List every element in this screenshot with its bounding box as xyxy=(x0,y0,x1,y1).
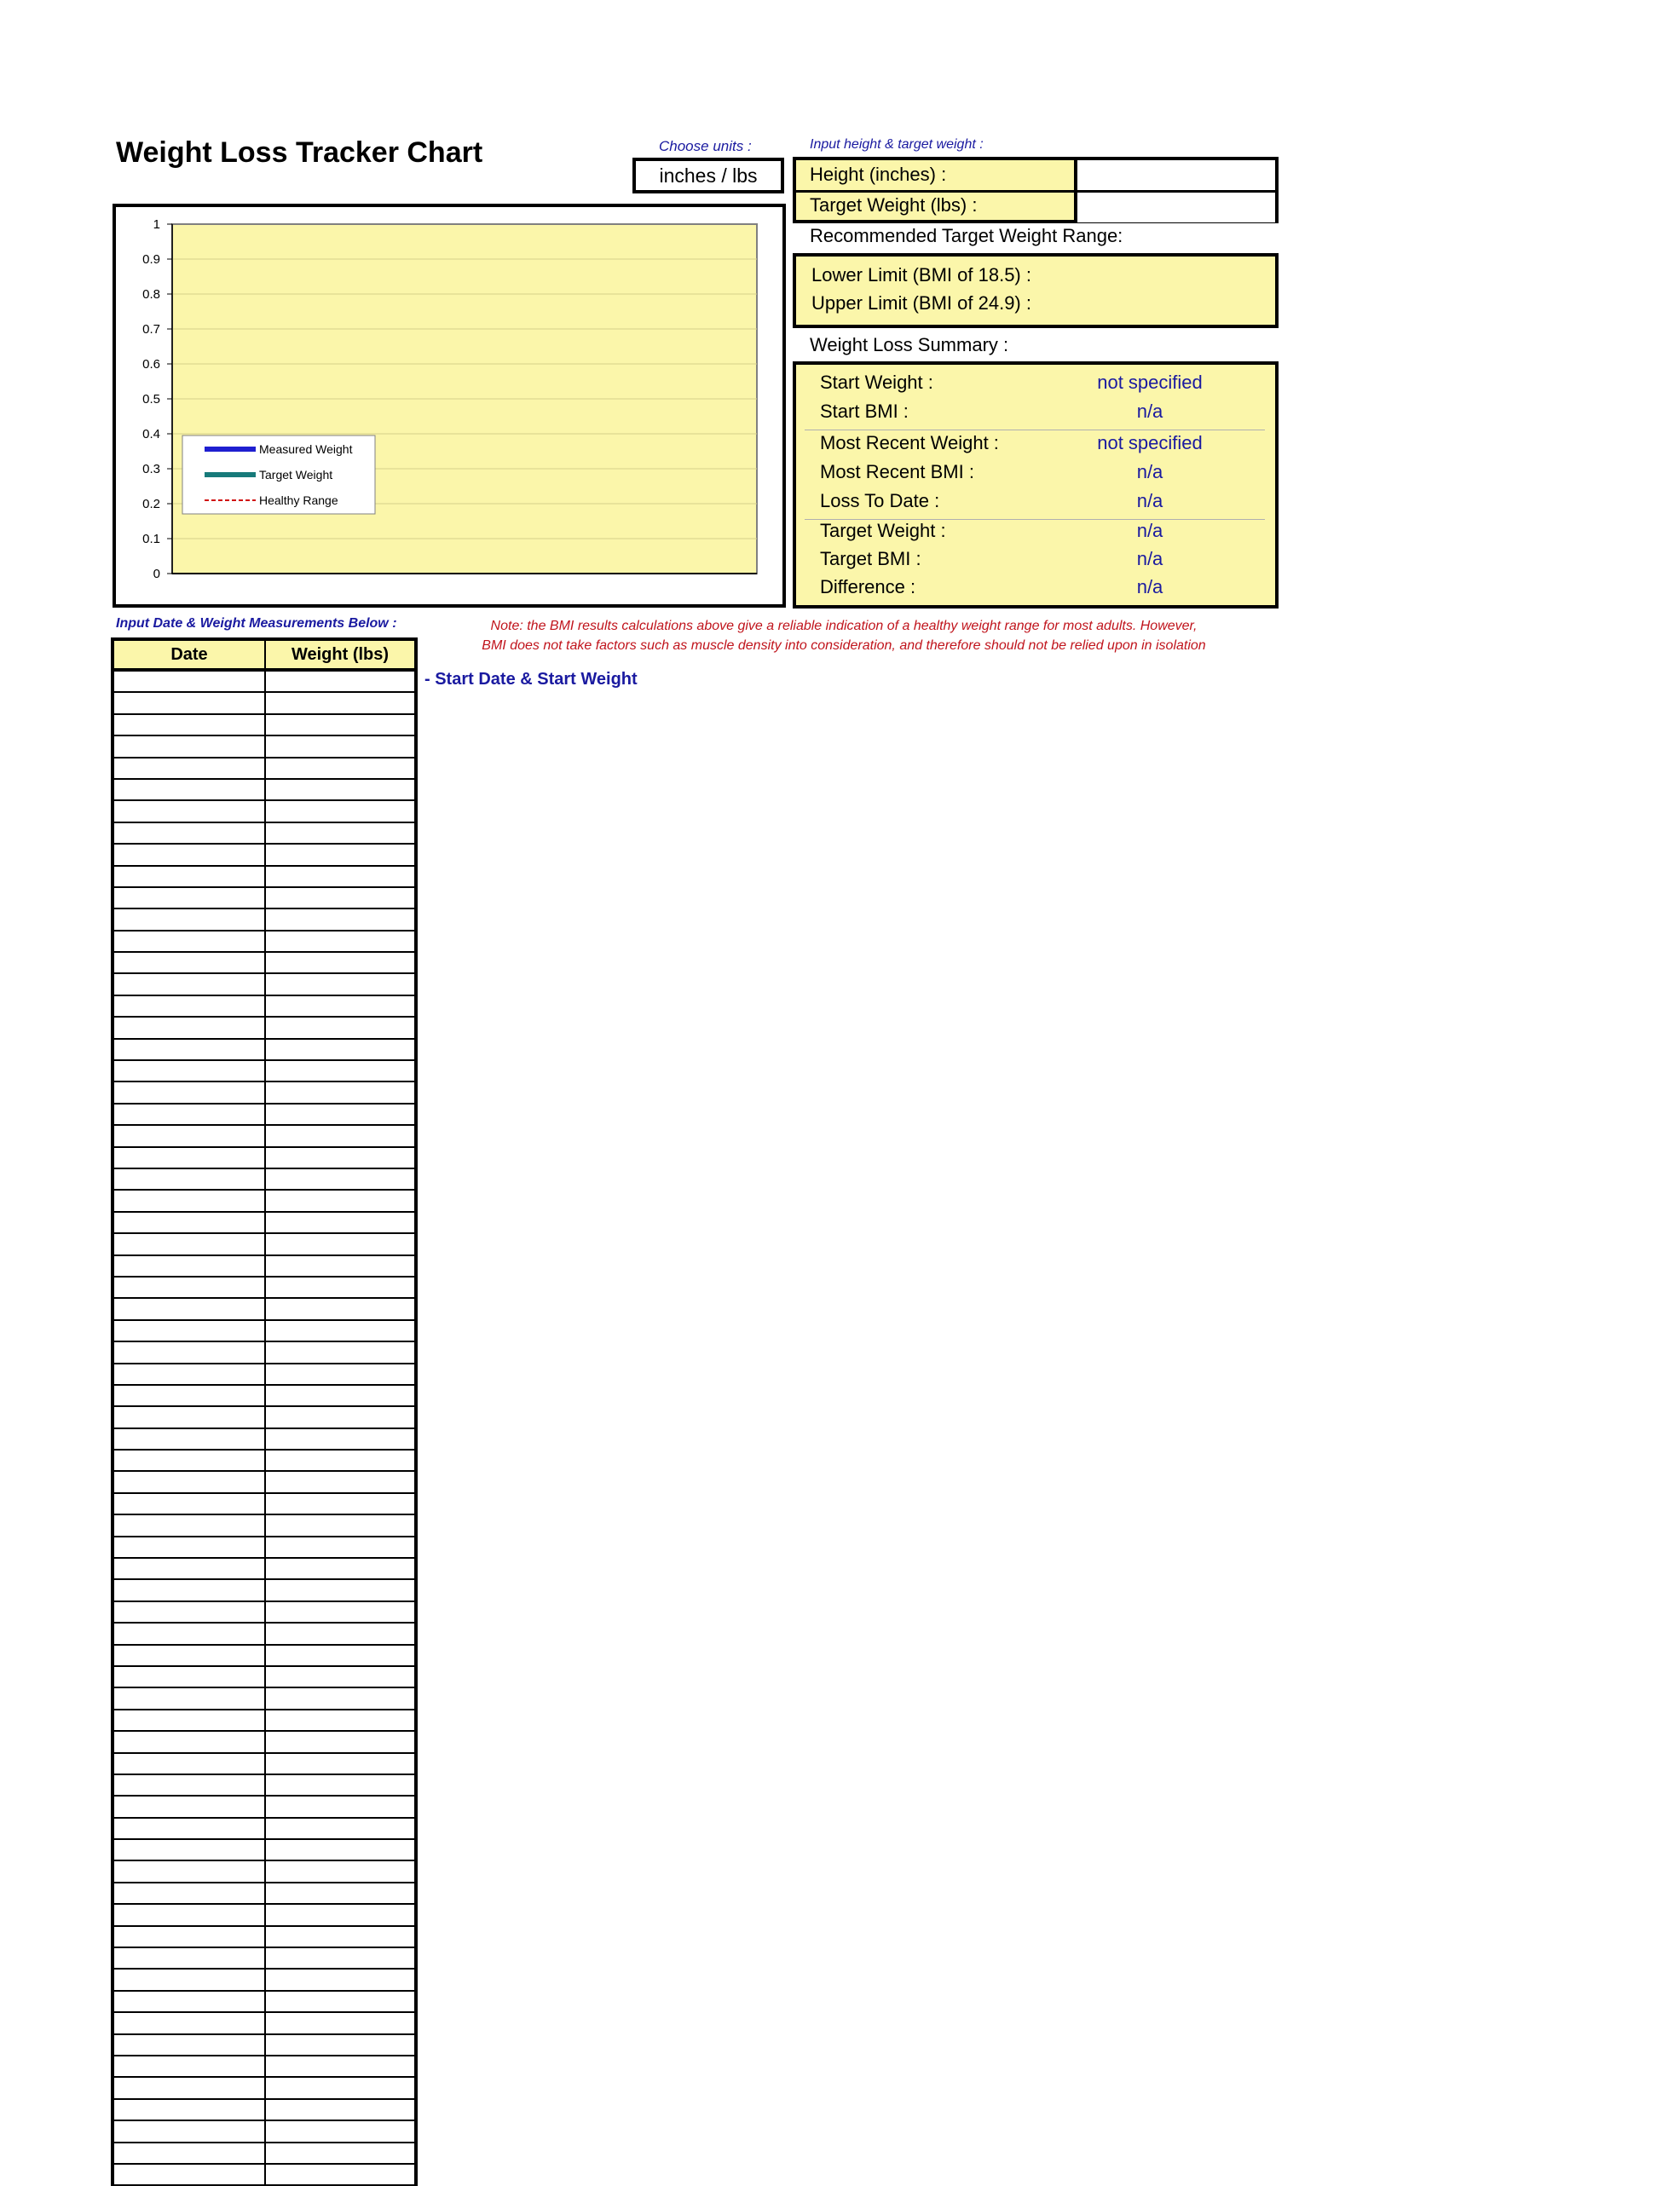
table-row xyxy=(114,1082,414,1104)
height-label: Height (inches) : xyxy=(796,160,1077,190)
weight-cell[interactable] xyxy=(266,1082,414,1102)
table-row xyxy=(114,1992,414,2013)
date-cell[interactable] xyxy=(114,1515,266,1535)
summary-value: not specified xyxy=(1097,432,1203,453)
table-row xyxy=(114,845,414,866)
table-row xyxy=(114,801,414,822)
weight-cell[interactable] xyxy=(266,1169,414,1189)
table-row xyxy=(114,1494,414,1515)
table-row xyxy=(114,1646,414,1667)
date-cell[interactable] xyxy=(114,1559,266,1578)
weight-cell[interactable] xyxy=(266,1191,414,1210)
table-row xyxy=(114,1061,414,1082)
table-row xyxy=(114,2013,414,2034)
weight-cell[interactable] xyxy=(266,1775,414,1795)
table-row xyxy=(114,2100,414,2121)
weight-cell[interactable] xyxy=(266,1861,414,1881)
weight-cell[interactable] xyxy=(266,1321,414,1341)
summary-value: n/a xyxy=(1136,490,1163,511)
y-tick-label: 0 xyxy=(153,567,160,581)
weight-cell[interactable] xyxy=(266,2121,414,2141)
table-row xyxy=(114,1688,414,1710)
date-cell[interactable] xyxy=(114,974,266,994)
table-row xyxy=(114,1451,414,1472)
date-cell[interactable] xyxy=(114,1775,266,1795)
weight-cell[interactable] xyxy=(266,1472,414,1491)
table-row xyxy=(114,672,414,693)
weight-cell[interactable] xyxy=(266,1688,414,1708)
weight-cell[interactable] xyxy=(266,1105,414,1124)
date-cell[interactable] xyxy=(114,888,266,908)
table-row xyxy=(114,1472,414,1493)
date-cell[interactable] xyxy=(114,2121,266,2141)
weight-cell[interactable] xyxy=(266,1407,414,1427)
date-cell[interactable] xyxy=(114,1234,266,1254)
log-rows xyxy=(111,672,418,2186)
date-cell[interactable] xyxy=(114,1905,266,1924)
summary-value: n/a xyxy=(1136,520,1163,541)
upper-limit-label: Upper Limit (BMI of 24.9) : xyxy=(811,292,1031,314)
table-row xyxy=(114,1364,414,1386)
weight-cell[interactable] xyxy=(266,1278,414,1297)
weight-cell[interactable] xyxy=(266,1883,414,1903)
date-cell[interactable] xyxy=(114,2078,266,2097)
summary-row-target-bmi xyxy=(796,548,1275,577)
y-tick-label: 0.5 xyxy=(142,392,160,407)
summary-row-loss-to-date xyxy=(796,490,1275,519)
range-heading: Recommended Target Weight Range: xyxy=(810,225,1123,246)
weight-cell[interactable] xyxy=(266,1494,414,1514)
date-cell[interactable] xyxy=(114,1082,266,1102)
legend-label: Target Weight xyxy=(259,468,333,482)
date-cell[interactable] xyxy=(114,715,266,735)
weight-cell[interactable] xyxy=(266,1948,414,1968)
weight-cell[interactable] xyxy=(266,1256,414,1276)
date-cell[interactable] xyxy=(114,736,266,756)
table-row xyxy=(114,953,414,974)
table-row xyxy=(114,1905,414,1926)
table-row xyxy=(114,1559,414,1580)
date-cell[interactable] xyxy=(114,2143,266,2163)
date-cell[interactable] xyxy=(114,909,266,929)
chart-svg xyxy=(116,207,782,604)
table-row xyxy=(114,1278,414,1299)
units-hint: Choose units : xyxy=(659,138,752,154)
date-cell[interactable] xyxy=(114,1407,266,1427)
date-cell[interactable] xyxy=(114,1602,266,1622)
date-cell[interactable] xyxy=(114,1861,266,1881)
weight-cell[interactable] xyxy=(266,1905,414,1924)
table-row xyxy=(114,1256,414,1278)
bmi-note-line-1: Note: the BMI results calculations above give a reliable indication of a healthy weight range for most adults. However, xyxy=(490,619,1198,633)
date-cell[interactable] xyxy=(114,2013,266,2033)
weight-cell[interactable] xyxy=(266,1819,414,1838)
y-tick-label: 0.1 xyxy=(142,532,160,546)
date-cell[interactable] xyxy=(114,801,266,821)
date-cell[interactable] xyxy=(114,1754,266,1774)
summary-row-recent-bmi xyxy=(796,461,1275,490)
table-row xyxy=(114,1234,414,1255)
summary-label: Target BMI : xyxy=(820,548,921,569)
y-tick-label: 0.7 xyxy=(142,322,160,337)
table-row xyxy=(114,1580,414,1601)
summary-value: n/a xyxy=(1136,461,1163,482)
table-row xyxy=(114,1732,414,1753)
weight-cell[interactable] xyxy=(266,1646,414,1665)
table-row xyxy=(114,1429,414,1451)
table-row xyxy=(114,1386,414,1407)
date-cell[interactable] xyxy=(114,2035,266,2055)
table-row xyxy=(114,1927,414,1948)
table-row xyxy=(114,996,414,1018)
weight-cell[interactable] xyxy=(266,2078,414,2097)
weight-cell[interactable] xyxy=(266,1602,414,1622)
table-row xyxy=(114,1018,414,1039)
summary-label: Most Recent BMI : xyxy=(820,461,974,482)
table-row xyxy=(114,1948,414,1970)
weight-cell[interactable] xyxy=(266,1386,414,1405)
date-cell[interactable] xyxy=(114,1797,266,1816)
table-row xyxy=(114,693,414,714)
table-row xyxy=(114,1710,414,1732)
date-cell[interactable] xyxy=(114,758,266,778)
weight-cell[interactable] xyxy=(266,715,414,735)
table-row xyxy=(114,1213,414,1234)
date-cell[interactable] xyxy=(114,996,266,1016)
weight-cell[interactable] xyxy=(266,823,414,843)
weight-cell[interactable] xyxy=(266,1040,414,1059)
weight-cell[interactable] xyxy=(266,672,414,691)
table-row xyxy=(114,1775,414,1797)
date-cell[interactable] xyxy=(114,2056,266,2076)
table-row xyxy=(114,1105,414,1126)
weight-cell[interactable] xyxy=(266,1342,414,1362)
date-cell[interactable] xyxy=(114,953,266,972)
date-cell[interactable] xyxy=(114,1667,266,1687)
date-cell[interactable] xyxy=(114,1126,266,1145)
table-row xyxy=(114,1624,414,1645)
table-row xyxy=(114,1040,414,1061)
weight-cell[interactable] xyxy=(266,1992,414,2011)
summary-label: Loss To Date : xyxy=(820,490,940,511)
table-row xyxy=(114,1840,414,1861)
log-hint: Input Date & Weight Measurements Below : xyxy=(116,616,397,631)
date-cell[interactable] xyxy=(114,1580,266,1600)
date-cell[interactable] xyxy=(114,1732,266,1751)
table-row xyxy=(114,715,414,736)
target-weight-input[interactable] xyxy=(1077,193,1275,222)
table-row xyxy=(114,1515,414,1537)
table-row xyxy=(114,2143,414,2165)
date-cell[interactable] xyxy=(114,1364,266,1384)
summary-value: not specified xyxy=(1097,372,1203,393)
date-cell[interactable] xyxy=(114,1040,266,1059)
weight-cell[interactable] xyxy=(266,1061,414,1081)
weight-cell[interactable] xyxy=(266,1797,414,1816)
table-row xyxy=(114,780,414,801)
date-cell[interactable] xyxy=(114,1018,266,1037)
target-weight-row xyxy=(796,190,1275,220)
date-cell[interactable] xyxy=(114,1299,266,1318)
table-row xyxy=(114,1321,414,1342)
weight-cell[interactable] xyxy=(266,801,414,821)
weight-cell[interactable] xyxy=(266,1840,414,1860)
weight-cell[interactable] xyxy=(266,780,414,799)
date-cell[interactable] xyxy=(114,2100,266,2120)
summary-label: Difference : xyxy=(820,576,916,597)
date-cell[interactable] xyxy=(114,1883,266,1903)
table-row xyxy=(114,736,414,758)
y-tick-label: 0.6 xyxy=(142,357,160,372)
table-row xyxy=(114,1970,414,1991)
table-row xyxy=(114,1883,414,1905)
date-cell[interactable] xyxy=(114,1213,266,1232)
start-date-note: - Start Date & Start Weight xyxy=(424,670,638,689)
weight-cell[interactable] xyxy=(266,1515,414,1535)
date-cell[interactable] xyxy=(114,1191,266,1210)
height-row xyxy=(796,160,1275,190)
table-row xyxy=(114,2165,414,2186)
summary-heading: Weight Loss Summary : xyxy=(810,334,1009,355)
height-target-hint: Input height & target weight : xyxy=(810,137,984,152)
table-row xyxy=(114,1667,414,1688)
date-cell[interactable] xyxy=(114,867,266,886)
weight-cell[interactable] xyxy=(266,996,414,1016)
table-row xyxy=(114,1754,414,1775)
date-cell[interactable] xyxy=(114,1278,266,1297)
summary-label: Start Weight : xyxy=(820,372,933,393)
y-tick-label: 0.9 xyxy=(142,252,160,267)
weight-cell[interactable] xyxy=(266,888,414,908)
weight-cell[interactable] xyxy=(266,974,414,994)
height-target-inputs xyxy=(793,157,1279,223)
summary-label: Start BMI : xyxy=(820,401,909,422)
weight-cell[interactable] xyxy=(266,2035,414,2055)
weight-cell[interactable] xyxy=(266,1559,414,1578)
weight-cell[interactable] xyxy=(266,2056,414,2076)
date-cell[interactable] xyxy=(114,1819,266,1838)
date-cell[interactable] xyxy=(114,1537,266,1557)
date-cell[interactable] xyxy=(114,1429,266,1449)
table-row xyxy=(114,888,414,909)
summary-value: n/a xyxy=(1136,548,1163,569)
range-box xyxy=(793,253,1279,328)
weight-cell[interactable] xyxy=(266,1018,414,1037)
weight-cell[interactable] xyxy=(266,693,414,712)
date-cell[interactable] xyxy=(114,823,266,843)
summary-row-recent-weight xyxy=(796,432,1275,461)
table-row xyxy=(114,2078,414,2099)
weight-cell[interactable] xyxy=(266,953,414,972)
summary-row-start-bmi xyxy=(796,401,1275,430)
weight-cell[interactable] xyxy=(266,1710,414,1730)
weight-cell[interactable] xyxy=(266,909,414,929)
log-header-row xyxy=(111,637,418,672)
date-cell[interactable] xyxy=(114,932,266,951)
table-row xyxy=(114,867,414,888)
y-tick-label: 0.2 xyxy=(142,497,160,511)
height-input[interactable] xyxy=(1077,160,1275,190)
table-row xyxy=(114,1861,414,1883)
table-row xyxy=(114,2121,414,2143)
table-row xyxy=(114,1407,414,1428)
weight-cell[interactable] xyxy=(266,1927,414,1947)
date-cell[interactable] xyxy=(114,1451,266,1470)
weight-cell[interactable] xyxy=(266,1451,414,1470)
weight-cell[interactable] xyxy=(266,845,414,864)
weight-column-header: Weight (lbs) xyxy=(291,645,390,664)
date-cell[interactable] xyxy=(114,1646,266,1665)
date-cell[interactable] xyxy=(114,1840,266,1860)
table-row xyxy=(114,2056,414,2078)
table-row xyxy=(114,1819,414,1840)
date-cell[interactable] xyxy=(114,1494,266,1514)
weight-cell[interactable] xyxy=(266,1299,414,1318)
weight-cell[interactable] xyxy=(266,1148,414,1168)
weight-cell[interactable] xyxy=(266,1732,414,1751)
weight-cell[interactable] xyxy=(266,1429,414,1449)
date-cell[interactable] xyxy=(114,1386,266,1405)
weight-cell[interactable] xyxy=(266,1580,414,1600)
date-cell[interactable] xyxy=(114,1688,266,1708)
date-cell[interactable] xyxy=(114,780,266,799)
table-row xyxy=(114,758,414,780)
weight-cell[interactable] xyxy=(266,1754,414,1774)
weight-cell[interactable] xyxy=(266,1126,414,1145)
lower-limit-label: Lower Limit (BMI of 18.5) : xyxy=(811,264,1031,286)
page-title: Weight Loss Tracker Chart xyxy=(116,136,483,169)
target-weight-label: Target Weight (lbs) : xyxy=(796,193,1077,220)
y-tick-label: 0.3 xyxy=(142,462,160,476)
table-row xyxy=(114,1602,414,1624)
date-cell[interactable] xyxy=(114,1169,266,1189)
table-row xyxy=(114,1148,414,1169)
date-cell[interactable] xyxy=(114,1927,266,1947)
weight-cell[interactable] xyxy=(266,758,414,778)
weight-cell[interactable] xyxy=(266,1537,414,1557)
date-cell[interactable] xyxy=(114,1992,266,2011)
table-row xyxy=(114,823,414,845)
date-cell[interactable] xyxy=(114,693,266,712)
date-cell[interactable] xyxy=(114,1105,266,1124)
date-cell[interactable] xyxy=(114,1148,266,1168)
legend-label: Healthy Range xyxy=(259,493,338,507)
weight-cell[interactable] xyxy=(266,2013,414,2033)
summary-label: Most Recent Weight : xyxy=(820,432,999,453)
date-cell[interactable] xyxy=(114,1970,266,1989)
weight-cell[interactable] xyxy=(266,1624,414,1643)
weight-cell[interactable] xyxy=(266,867,414,886)
weight-cell[interactable] xyxy=(266,1213,414,1232)
weight-cell[interactable] xyxy=(266,1364,414,1384)
table-row xyxy=(114,1797,414,1818)
table-row xyxy=(114,909,414,931)
summary-box xyxy=(793,361,1279,609)
weight-cell[interactable] xyxy=(266,1234,414,1254)
weight-cell[interactable] xyxy=(266,2100,414,2120)
y-tick-label: 0.8 xyxy=(142,287,160,302)
date-cell[interactable] xyxy=(114,1624,266,1643)
table-row xyxy=(114,974,414,995)
table-row xyxy=(114,1342,414,1364)
summary-label: Target Weight : xyxy=(820,520,946,541)
table-row xyxy=(114,1169,414,1191)
weight-cell[interactable] xyxy=(266,736,414,756)
date-cell[interactable] xyxy=(114,1948,266,1968)
date-column-header: Date xyxy=(114,641,266,668)
table-row xyxy=(114,1126,414,1147)
weight-cell[interactable] xyxy=(266,932,414,951)
date-cell[interactable] xyxy=(114,1342,266,1362)
table-row xyxy=(114,1537,414,1559)
date-cell[interactable] xyxy=(114,672,266,691)
date-cell[interactable] xyxy=(114,845,266,864)
summary-row-start-weight xyxy=(796,372,1275,401)
weight-cell[interactable] xyxy=(266,1667,414,1687)
weight-cell[interactable] xyxy=(266,1970,414,1989)
weight-cell[interactable] xyxy=(266,2143,414,2163)
date-cell[interactable] xyxy=(114,1321,266,1341)
table-row xyxy=(114,1299,414,1320)
legend-label: Measured Weight xyxy=(259,442,353,456)
summary-row-difference xyxy=(796,576,1275,605)
date-cell[interactable] xyxy=(114,1710,266,1730)
date-cell[interactable] xyxy=(114,1472,266,1491)
table-row xyxy=(114,1191,414,1212)
date-cell[interactable] xyxy=(114,1061,266,1081)
summary-value: n/a xyxy=(1136,576,1163,597)
y-tick-label: 1 xyxy=(153,217,160,232)
summary-row-target-weight xyxy=(796,520,1275,549)
date-cell[interactable] xyxy=(114,1256,266,1276)
weight-log-table xyxy=(111,637,418,2186)
table-row xyxy=(114,2035,414,2056)
y-tick-label: 0.4 xyxy=(142,427,160,441)
bmi-note-line-2: BMI does not take factors such as muscle density into consideration, and therefore should not be relied upon in isolation xyxy=(482,638,1206,653)
table-row xyxy=(114,932,414,953)
units-select[interactable]: inches / lbs xyxy=(632,158,784,193)
weight-chart xyxy=(113,204,786,608)
summary-value: n/a xyxy=(1136,401,1163,422)
